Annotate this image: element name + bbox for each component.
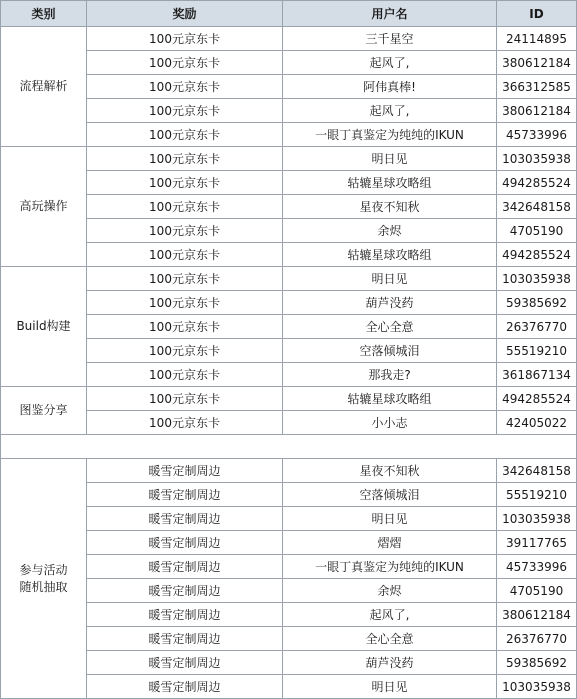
username-cell: 那我走? <box>283 363 497 387</box>
id-cell: 45733996 <box>497 123 577 147</box>
header-id: ID <box>497 1 577 27</box>
username-cell: 轱辘星球攻略组 <box>283 171 497 195</box>
table-row <box>1 291 577 315</box>
reward-cell: 100元京东卡 <box>87 291 283 315</box>
table-row <box>1 651 577 675</box>
table-row <box>1 459 577 483</box>
username-cell: 明日见 <box>283 267 497 291</box>
id-cell: 26376770 <box>497 627 577 651</box>
table-row <box>1 507 577 531</box>
username-cell: 空落倾城泪 <box>283 339 497 363</box>
username-cell: 熠熠 <box>283 531 497 555</box>
reward-cell: 100元京东卡 <box>87 219 283 243</box>
reward-cell: 100元京东卡 <box>87 27 283 51</box>
id-cell: 380612184 <box>497 99 577 123</box>
category-cell: 图鉴分享 <box>1 387 87 435</box>
category-cell: 流程解析 <box>1 27 87 147</box>
id-cell: 361867134 <box>497 363 577 387</box>
username-cell: 全心全意 <box>283 315 497 339</box>
username-cell: 起风了, <box>283 51 497 75</box>
table-row <box>1 75 577 99</box>
reward-cell: 暖雪定制周边 <box>87 675 283 699</box>
spacer-cell <box>1 435 577 459</box>
id-cell: 366312585 <box>497 75 577 99</box>
reward-cell: 100元京东卡 <box>87 147 283 171</box>
reward-cell: 100元京东卡 <box>87 75 283 99</box>
username-cell: 明日见 <box>283 675 497 699</box>
id-cell: 4705190 <box>497 579 577 603</box>
table-body <box>1 27 577 699</box>
username-cell: 轱辘星球攻略组 <box>283 243 497 267</box>
spacer-row <box>1 435 577 459</box>
username-cell: 起风了, <box>283 603 497 627</box>
username-cell: 星夜不知秋 <box>283 195 497 219</box>
header-reward: 奖励 <box>87 1 283 27</box>
header-username: 用户名 <box>283 1 497 27</box>
reward-cell: 100元京东卡 <box>87 363 283 387</box>
id-cell: 103035938 <box>497 267 577 291</box>
reward-cell: 暖雪定制周边 <box>87 651 283 675</box>
username-cell: 余烬 <box>283 579 497 603</box>
id-cell: 103035938 <box>497 147 577 171</box>
username-cell: 一眼丁真鉴定为纯纯的IKUN <box>283 123 497 147</box>
reward-cell: 暖雪定制周边 <box>87 603 283 627</box>
table-row <box>1 531 577 555</box>
username-cell: 葫芦没药 <box>283 291 497 315</box>
username-cell: 余烬 <box>283 219 497 243</box>
id-cell: 42405022 <box>497 411 577 435</box>
username-cell: 空落倾城泪 <box>283 483 497 507</box>
id-cell: 494285524 <box>497 387 577 411</box>
table-row <box>1 363 577 387</box>
reward-cell: 100元京东卡 <box>87 339 283 363</box>
reward-cell: 100元京东卡 <box>87 99 283 123</box>
id-cell: 4705190 <box>497 219 577 243</box>
id-cell: 103035938 <box>497 507 577 531</box>
username-cell: 轱辘星球攻略组 <box>283 387 497 411</box>
username-cell: 三千星空 <box>283 27 497 51</box>
table-row <box>1 171 577 195</box>
reward-cell: 100元京东卡 <box>87 267 283 291</box>
category-cell: 参与活动 随机抽取 <box>1 459 87 699</box>
reward-cell: 暖雪定制周边 <box>87 531 283 555</box>
reward-cell: 暖雪定制周边 <box>87 627 283 651</box>
reward-cell: 暖雪定制周边 <box>87 579 283 603</box>
id-cell: 59385692 <box>497 651 577 675</box>
table-row <box>1 483 577 507</box>
username-cell: 小小志 <box>283 411 497 435</box>
id-cell: 26376770 <box>497 315 577 339</box>
id-cell: 342648158 <box>497 195 577 219</box>
table-row <box>1 315 577 339</box>
id-cell: 55519210 <box>497 483 577 507</box>
id-cell: 39117765 <box>497 531 577 555</box>
id-cell: 494285524 <box>497 171 577 195</box>
reward-cell: 100元京东卡 <box>87 123 283 147</box>
table-row <box>1 147 577 171</box>
reward-cell: 暖雪定制周边 <box>87 459 283 483</box>
table-row <box>1 123 577 147</box>
table-row <box>1 675 577 699</box>
id-cell: 59385692 <box>497 291 577 315</box>
reward-cell: 100元京东卡 <box>87 387 283 411</box>
id-cell: 24114895 <box>497 27 577 51</box>
table-row <box>1 411 577 435</box>
table-row <box>1 603 577 627</box>
id-cell: 494285524 <box>497 243 577 267</box>
reward-cell: 100元京东卡 <box>87 411 283 435</box>
id-cell: 103035938 <box>497 675 577 699</box>
reward-cell: 暖雪定制周边 <box>87 555 283 579</box>
table-row <box>1 219 577 243</box>
table-row <box>1 195 577 219</box>
reward-cell: 100元京东卡 <box>87 315 283 339</box>
reward-cell: 暖雪定制周边 <box>87 507 283 531</box>
header-category: 类别 <box>1 1 87 27</box>
reward-cell: 100元京东卡 <box>87 51 283 75</box>
table-row <box>1 99 577 123</box>
id-cell: 45733996 <box>497 555 577 579</box>
id-cell: 380612184 <box>497 603 577 627</box>
id-cell: 342648158 <box>497 459 577 483</box>
table-row <box>1 267 577 291</box>
id-cell: 55519210 <box>497 339 577 363</box>
table-row <box>1 27 577 51</box>
id-cell: 380612184 <box>497 51 577 75</box>
table-row <box>1 627 577 651</box>
username-cell: 阿伟真棒! <box>283 75 497 99</box>
reward-cell: 100元京东卡 <box>87 243 283 267</box>
username-cell: 星夜不知秋 <box>283 459 497 483</box>
username-cell: 一眼丁真鉴定为纯纯的IKUN <box>283 555 497 579</box>
username-cell: 明日见 <box>283 507 497 531</box>
category-cell: Build构建 <box>1 267 87 387</box>
reward-cell: 暖雪定制周边 <box>87 483 283 507</box>
username-cell: 葫芦没药 <box>283 651 497 675</box>
username-cell: 起风了, <box>283 99 497 123</box>
reward-cell: 100元京东卡 <box>87 195 283 219</box>
header-row <box>1 1 577 27</box>
username-cell: 全心全意 <box>283 627 497 651</box>
reward-cell: 100元京东卡 <box>87 171 283 195</box>
table-row <box>1 387 577 411</box>
table-row <box>1 339 577 363</box>
table-row <box>1 555 577 579</box>
username-cell: 明日见 <box>283 147 497 171</box>
table-row <box>1 243 577 267</box>
table-row <box>1 51 577 75</box>
table-row <box>1 579 577 603</box>
category-cell: 高玩操作 <box>1 147 87 267</box>
